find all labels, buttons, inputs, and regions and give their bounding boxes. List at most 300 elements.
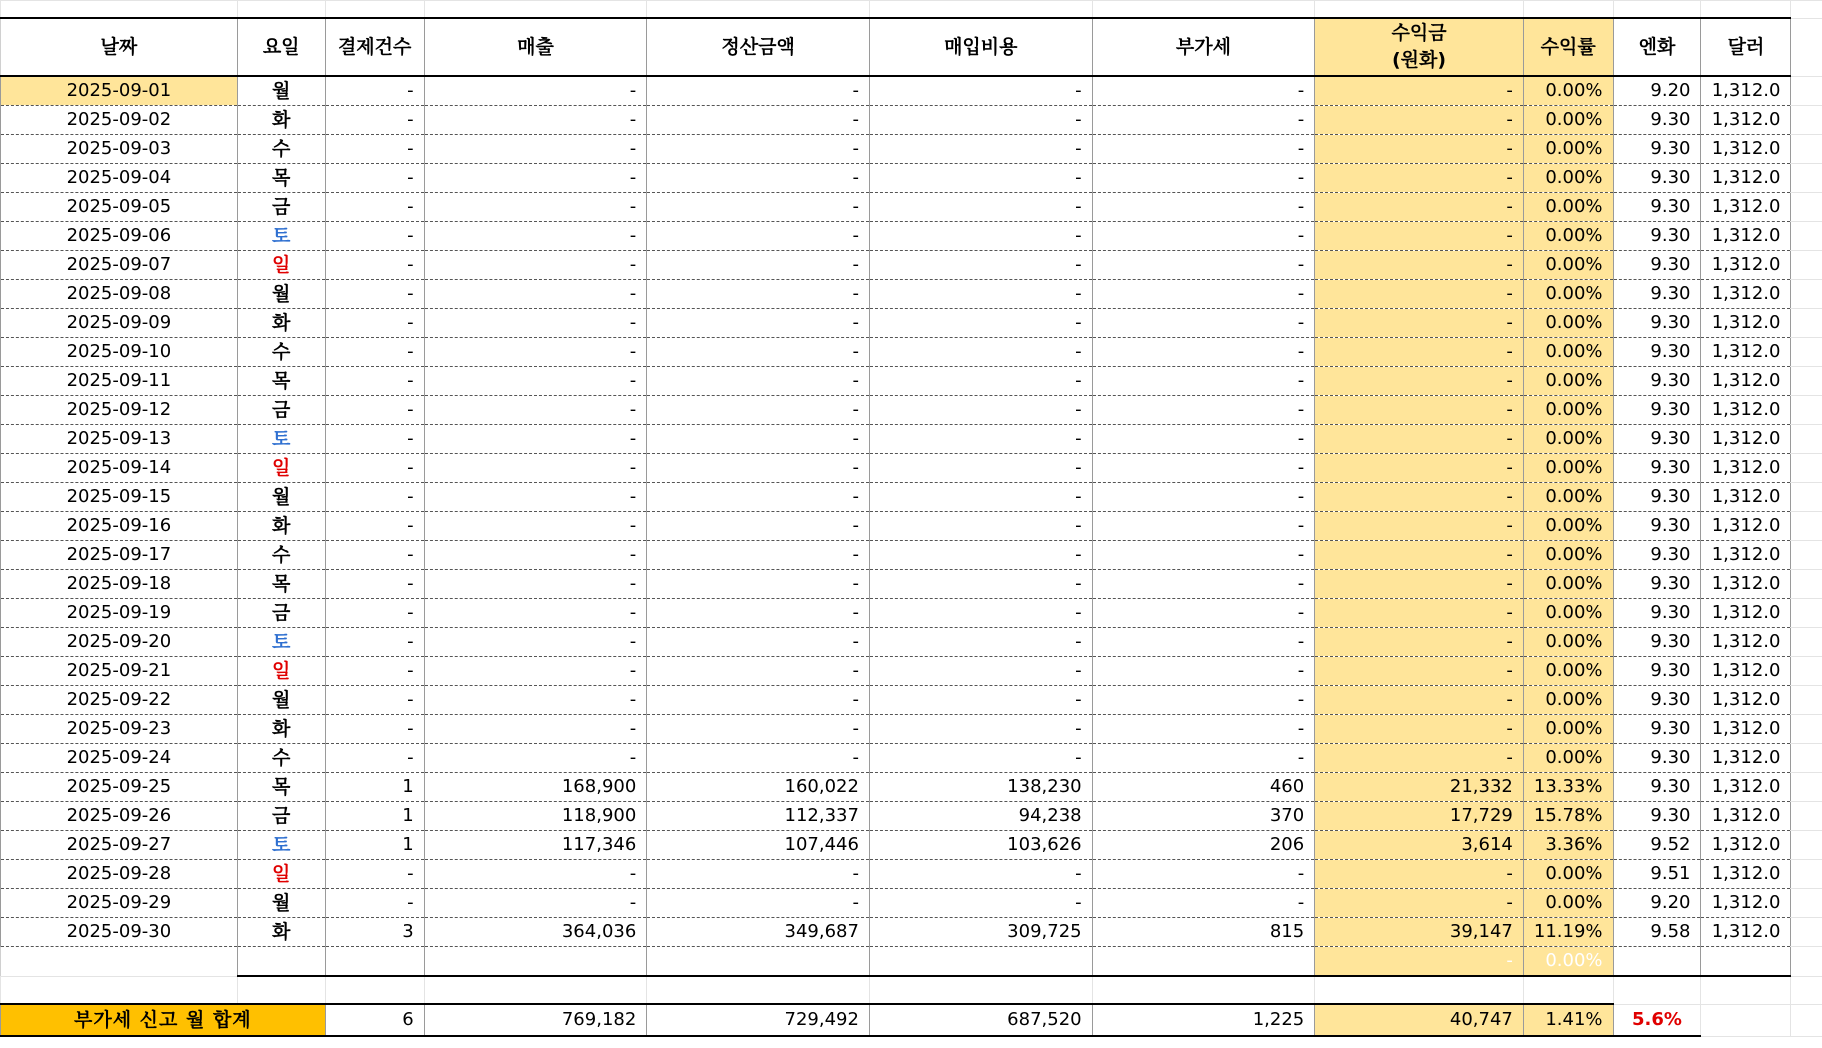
vat-cell[interactable]: -: [1092, 396, 1315, 425]
count-cell[interactable]: -: [325, 396, 424, 425]
cell[interactable]: [1791, 628, 1822, 657]
cell[interactable]: [1791, 135, 1822, 164]
dollar-cell[interactable]: 1,312.0: [1701, 773, 1791, 802]
date-cell[interactable]: 2025-09-07: [1, 251, 238, 280]
yen-cell[interactable]: 9.30: [1613, 106, 1701, 135]
cell[interactable]: [647, 976, 870, 1004]
date-cell[interactable]: 2025-09-28: [1, 860, 238, 889]
settle-cell[interactable]: -: [647, 454, 870, 483]
count-cell[interactable]: -: [325, 164, 424, 193]
rate-cell[interactable]: 0.00%: [1523, 628, 1613, 657]
cell[interactable]: [1791, 831, 1822, 860]
sales-cell[interactable]: 118,900: [424, 802, 647, 831]
rate-cell[interactable]: 0.00%: [1523, 889, 1613, 918]
settle-cell[interactable]: -: [647, 512, 870, 541]
vat-cell[interactable]: -: [1092, 222, 1315, 251]
date-cell[interactable]: 2025-09-14: [1, 454, 238, 483]
yen-cell[interactable]: 9.52: [1613, 831, 1701, 860]
vat-cell[interactable]: -: [1092, 744, 1315, 773]
cost-cell[interactable]: -: [869, 657, 1092, 686]
total-count[interactable]: 6: [325, 1004, 424, 1036]
cell[interactable]: [237, 976, 325, 1004]
dollar-cell[interactable]: 1,312.0: [1701, 889, 1791, 918]
day-cell[interactable]: 토: [237, 425, 325, 454]
vat-cell[interactable]: -: [1092, 541, 1315, 570]
sales-cell[interactable]: -: [424, 541, 647, 570]
profit-cell[interactable]: -: [1315, 280, 1524, 309]
count-cell[interactable]: -: [325, 860, 424, 889]
count-cell[interactable]: -: [325, 76, 424, 106]
cost-cell[interactable]: -: [869, 309, 1092, 338]
cell[interactable]: [1791, 512, 1822, 541]
cell[interactable]: [424, 947, 647, 977]
cost-cell[interactable]: -: [869, 541, 1092, 570]
yen-cell[interactable]: 9.30: [1613, 744, 1701, 773]
count-cell[interactable]: -: [325, 715, 424, 744]
cell[interactable]: [1791, 918, 1822, 947]
cost-cell[interactable]: -: [869, 135, 1092, 164]
sales-cell[interactable]: -: [424, 396, 647, 425]
rate-cell[interactable]: 0.00%: [1523, 396, 1613, 425]
cell[interactable]: [1791, 889, 1822, 918]
cell[interactable]: [869, 1, 1092, 19]
cost-cell[interactable]: -: [869, 512, 1092, 541]
rate-cell[interactable]: 0.00%: [1523, 715, 1613, 744]
dollar-cell[interactable]: 1,312.0: [1701, 76, 1791, 106]
day-cell[interactable]: 화: [237, 512, 325, 541]
settle-cell[interactable]: -: [647, 860, 870, 889]
settle-cell[interactable]: -: [647, 599, 870, 628]
dollar-cell[interactable]: 1,312.0: [1701, 686, 1791, 715]
profit-cell[interactable]: -: [1315, 76, 1524, 106]
rate-cell[interactable]: 11.19%: [1523, 918, 1613, 947]
vat-cell[interactable]: -: [1092, 164, 1315, 193]
rate-cell[interactable]: 0.00%: [1523, 744, 1613, 773]
settle-cell[interactable]: -: [647, 251, 870, 280]
rate-cell[interactable]: 0.00%: [1523, 483, 1613, 512]
total-settle[interactable]: 729,492: [647, 1004, 870, 1036]
cell[interactable]: [1701, 1004, 1791, 1036]
sales-cell[interactable]: -: [424, 251, 647, 280]
vat-cell[interactable]: 460: [1092, 773, 1315, 802]
cell[interactable]: [325, 976, 424, 1004]
rate-cell[interactable]: 0.00%: [1523, 193, 1613, 222]
day-cell[interactable]: 목: [237, 773, 325, 802]
cost-cell[interactable]: -: [869, 686, 1092, 715]
cost-cell[interactable]: -: [869, 454, 1092, 483]
sales-cell[interactable]: -: [424, 164, 647, 193]
settle-cell[interactable]: -: [647, 686, 870, 715]
yen-cell[interactable]: 9.30: [1613, 599, 1701, 628]
count-cell[interactable]: 3: [325, 918, 424, 947]
cell[interactable]: [1791, 106, 1822, 135]
cost-cell[interactable]: -: [869, 338, 1092, 367]
cell[interactable]: [647, 947, 870, 977]
header-date[interactable]: 날짜: [1, 18, 238, 76]
day-cell[interactable]: 일: [237, 454, 325, 483]
yen-cell[interactable]: 9.30: [1613, 425, 1701, 454]
sales-cell[interactable]: -: [424, 280, 647, 309]
yen-cell[interactable]: 9.30: [1613, 222, 1701, 251]
dollar-cell[interactable]: 1,312.0: [1701, 570, 1791, 599]
rate-cell[interactable]: 0.00%: [1523, 135, 1613, 164]
yen-cell[interactable]: 9.30: [1613, 367, 1701, 396]
sales-cell[interactable]: -: [424, 106, 647, 135]
yen-cell[interactable]: 9.51: [1613, 860, 1701, 889]
day-cell[interactable]: 수: [237, 338, 325, 367]
dollar-cell[interactable]: 1,312.0: [1701, 860, 1791, 889]
cell[interactable]: [647, 1, 870, 19]
date-cell[interactable]: 2025-09-24: [1, 744, 238, 773]
cell[interactable]: [1791, 164, 1822, 193]
settle-cell[interactable]: -: [647, 309, 870, 338]
profit-cell[interactable]: -: [1315, 425, 1524, 454]
cell[interactable]: [1613, 947, 1701, 977]
day-cell[interactable]: 토: [237, 628, 325, 657]
cell[interactable]: [1791, 76, 1822, 106]
header-yen[interactable]: 엔화: [1613, 18, 1701, 76]
profit-cell[interactable]: -: [1315, 135, 1524, 164]
dollar-cell[interactable]: 1,312.0: [1701, 193, 1791, 222]
sales-cell[interactable]: -: [424, 483, 647, 512]
profit-cell[interactable]: -: [1315, 860, 1524, 889]
cell[interactable]: [1, 1, 238, 19]
cell[interactable]: [1523, 1, 1613, 19]
cell[interactable]: [1, 947, 238, 977]
date-cell[interactable]: 2025-09-23: [1, 715, 238, 744]
vat-cell[interactable]: -: [1092, 686, 1315, 715]
rate-cell[interactable]: 3.36%: [1523, 831, 1613, 860]
cost-cell[interactable]: -: [869, 715, 1092, 744]
cell[interactable]: [1791, 396, 1822, 425]
dollar-cell[interactable]: 1,312.0: [1701, 918, 1791, 947]
settle-cell[interactable]: -: [647, 222, 870, 251]
cost-cell[interactable]: 103,626: [869, 831, 1092, 860]
sales-cell[interactable]: -: [424, 367, 647, 396]
vat-cell[interactable]: -: [1092, 338, 1315, 367]
rate-cell[interactable]: 0.00%: [1523, 599, 1613, 628]
cell[interactable]: [1701, 1, 1791, 19]
yen-cell[interactable]: 9.30: [1613, 512, 1701, 541]
header-dollar[interactable]: 달러: [1701, 18, 1791, 76]
sales-cell[interactable]: -: [424, 76, 647, 106]
dollar-cell[interactable]: 1,312.0: [1701, 512, 1791, 541]
count-cell[interactable]: -: [325, 512, 424, 541]
settle-cell[interactable]: 160,022: [647, 773, 870, 802]
vat-cell[interactable]: -: [1092, 599, 1315, 628]
rate-cell[interactable]: 15.78%: [1523, 802, 1613, 831]
rate-cell[interactable]: 0.00%: [1523, 570, 1613, 599]
cell[interactable]: [237, 1, 325, 19]
vat-cell[interactable]: -: [1092, 889, 1315, 918]
date-cell[interactable]: 2025-09-01: [1, 76, 238, 106]
cell[interactable]: [1701, 976, 1791, 1004]
cell[interactable]: [1791, 280, 1822, 309]
header-rate[interactable]: 수익률: [1523, 18, 1613, 76]
cell[interactable]: [1701, 947, 1791, 977]
yen-cell[interactable]: 9.30: [1613, 483, 1701, 512]
cost-cell[interactable]: -: [869, 106, 1092, 135]
rate-cell[interactable]: 0.00%: [1523, 686, 1613, 715]
cell[interactable]: [237, 947, 325, 977]
cell[interactable]: [1791, 570, 1822, 599]
total-extra-rate[interactable]: 5.6%: [1613, 1004, 1701, 1036]
cost-cell[interactable]: -: [869, 860, 1092, 889]
rate-cell[interactable]: 0.00%: [1523, 251, 1613, 280]
day-cell[interactable]: 화: [237, 918, 325, 947]
date-cell[interactable]: 2025-09-02: [1, 106, 238, 135]
dollar-cell[interactable]: 1,312.0: [1701, 483, 1791, 512]
profit-cell[interactable]: 21,332: [1315, 773, 1524, 802]
settle-cell[interactable]: -: [647, 135, 870, 164]
count-cell[interactable]: 1: [325, 831, 424, 860]
cell[interactable]: [1791, 976, 1822, 1004]
day-cell[interactable]: 금: [237, 802, 325, 831]
day-cell[interactable]: 금: [237, 193, 325, 222]
profit-cell[interactable]: -: [1315, 193, 1524, 222]
settle-cell[interactable]: -: [647, 715, 870, 744]
vat-cell[interactable]: -: [1092, 135, 1315, 164]
count-cell[interactable]: -: [325, 280, 424, 309]
cell[interactable]: [869, 976, 1092, 1004]
rate-cell[interactable]: 13.33%: [1523, 773, 1613, 802]
rate-cell[interactable]: 0.00%: [1523, 860, 1613, 889]
date-cell[interactable]: 2025-09-05: [1, 193, 238, 222]
date-cell[interactable]: 2025-09-19: [1, 599, 238, 628]
sales-cell[interactable]: -: [424, 570, 647, 599]
vat-cell[interactable]: -: [1092, 454, 1315, 483]
cell[interactable]: [424, 976, 647, 1004]
profit-cell[interactable]: -: [1315, 222, 1524, 251]
count-cell[interactable]: -: [325, 135, 424, 164]
cell[interactable]: [1092, 976, 1315, 1004]
dollar-cell[interactable]: 1,312.0: [1701, 280, 1791, 309]
date-cell[interactable]: 2025-09-27: [1, 831, 238, 860]
profit-cell[interactable]: -: [1315, 454, 1524, 483]
cell[interactable]: [1791, 483, 1822, 512]
dollar-cell[interactable]: 1,312.0: [1701, 367, 1791, 396]
count-cell[interactable]: -: [325, 541, 424, 570]
cell[interactable]: [424, 1, 647, 19]
cost-cell[interactable]: -: [869, 280, 1092, 309]
day-cell[interactable]: 월: [237, 483, 325, 512]
cost-cell[interactable]: -: [869, 222, 1092, 251]
date-cell[interactable]: 2025-09-18: [1, 570, 238, 599]
profit-cell[interactable]: 39,147: [1315, 918, 1524, 947]
settle-cell[interactable]: -: [647, 425, 870, 454]
dollar-cell[interactable]: 1,312.0: [1701, 164, 1791, 193]
header-cost[interactable]: 매입비용: [869, 18, 1092, 76]
total-rate[interactable]: 1.41%: [1523, 1004, 1613, 1036]
day-cell[interactable]: 월: [237, 76, 325, 106]
cost-cell[interactable]: -: [869, 193, 1092, 222]
count-cell[interactable]: -: [325, 425, 424, 454]
date-cell[interactable]: 2025-09-10: [1, 338, 238, 367]
profit-cell[interactable]: -: [1315, 251, 1524, 280]
day-cell[interactable]: 토: [237, 222, 325, 251]
rate-cell[interactable]: 0.00%: [1523, 338, 1613, 367]
sales-cell[interactable]: -: [424, 193, 647, 222]
day-cell[interactable]: 수: [237, 744, 325, 773]
sales-cell[interactable]: 117,346: [424, 831, 647, 860]
date-cell[interactable]: 2025-09-09: [1, 309, 238, 338]
total-profit[interactable]: 40,747: [1315, 1004, 1524, 1036]
rate-cell[interactable]: 0.00%: [1523, 164, 1613, 193]
count-cell[interactable]: -: [325, 367, 424, 396]
cost-cell[interactable]: -: [869, 889, 1092, 918]
day-cell[interactable]: 금: [237, 599, 325, 628]
count-cell[interactable]: 1: [325, 773, 424, 802]
dollar-cell[interactable]: 1,312.0: [1701, 222, 1791, 251]
yen-cell[interactable]: 9.30: [1613, 657, 1701, 686]
cell[interactable]: [1791, 454, 1822, 483]
cell[interactable]: [1613, 1, 1701, 19]
cost-cell[interactable]: -: [869, 367, 1092, 396]
vat-cell[interactable]: -: [1092, 657, 1315, 686]
cell[interactable]: [1791, 18, 1822, 76]
vat-cell[interactable]: 206: [1092, 831, 1315, 860]
dollar-cell[interactable]: 1,312.0: [1701, 541, 1791, 570]
cell[interactable]: [1791, 802, 1822, 831]
date-cell[interactable]: 2025-09-22: [1, 686, 238, 715]
profit-cell[interactable]: -: [1315, 628, 1524, 657]
sales-cell[interactable]: -: [424, 425, 647, 454]
date-cell[interactable]: 2025-09-30: [1, 918, 238, 947]
yen-cell[interactable]: 9.30: [1613, 280, 1701, 309]
settle-cell[interactable]: -: [647, 106, 870, 135]
sales-cell[interactable]: -: [424, 889, 647, 918]
cell[interactable]: [869, 947, 1092, 977]
cell[interactable]: [1791, 1004, 1822, 1036]
settle-cell[interactable]: -: [647, 744, 870, 773]
yen-cell[interactable]: 9.30: [1613, 309, 1701, 338]
dollar-cell[interactable]: 1,312.0: [1701, 657, 1791, 686]
cost-cell[interactable]: -: [869, 396, 1092, 425]
settle-cell[interactable]: -: [647, 483, 870, 512]
settle-cell[interactable]: -: [647, 541, 870, 570]
profit-cell[interactable]: -: [1315, 367, 1524, 396]
settle-cell[interactable]: -: [647, 396, 870, 425]
sales-cell[interactable]: -: [424, 599, 647, 628]
rate-cell[interactable]: 0.00%: [1523, 106, 1613, 135]
dollar-cell[interactable]: 1,312.0: [1701, 396, 1791, 425]
rate-cell[interactable]: 0.00%: [1523, 76, 1613, 106]
vat-cell[interactable]: -: [1092, 280, 1315, 309]
day-cell[interactable]: 월: [237, 889, 325, 918]
yen-cell[interactable]: 9.30: [1613, 570, 1701, 599]
dollar-cell[interactable]: 1,312.0: [1701, 744, 1791, 773]
profit-cell[interactable]: -: [1315, 106, 1524, 135]
count-cell[interactable]: -: [325, 193, 424, 222]
rate-cell[interactable]: 0.00%: [1523, 541, 1613, 570]
dollar-cell[interactable]: 1,312.0: [1701, 454, 1791, 483]
cell[interactable]: [1791, 686, 1822, 715]
rate-cell[interactable]: 0.00%: [1523, 425, 1613, 454]
settle-cell[interactable]: -: [647, 570, 870, 599]
sales-cell[interactable]: -: [424, 222, 647, 251]
day-cell[interactable]: 금: [237, 396, 325, 425]
vat-cell[interactable]: -: [1092, 309, 1315, 338]
day-cell[interactable]: 토: [237, 831, 325, 860]
header-day[interactable]: 요일: [237, 18, 325, 76]
sales-cell[interactable]: -: [424, 628, 647, 657]
cell[interactable]: [1791, 367, 1822, 396]
cell[interactable]: [1791, 251, 1822, 280]
count-cell[interactable]: -: [325, 744, 424, 773]
cell[interactable]: [1791, 744, 1822, 773]
yen-cell[interactable]: 9.30: [1613, 193, 1701, 222]
profit-cell[interactable]: 17,729: [1315, 802, 1524, 831]
rate-cell[interactable]: 0.00%: [1523, 947, 1613, 977]
settle-cell[interactable]: 349,687: [647, 918, 870, 947]
cost-cell[interactable]: -: [869, 628, 1092, 657]
profit-cell[interactable]: -: [1315, 570, 1524, 599]
header-count[interactable]: 결제건수: [325, 18, 424, 76]
profit-cell[interactable]: -: [1315, 657, 1524, 686]
profit-cell[interactable]: -: [1315, 396, 1524, 425]
yen-cell[interactable]: 9.30: [1613, 454, 1701, 483]
vat-cell[interactable]: -: [1092, 193, 1315, 222]
dollar-cell[interactable]: 1,312.0: [1701, 106, 1791, 135]
date-cell[interactable]: 2025-09-16: [1, 512, 238, 541]
settle-cell[interactable]: -: [647, 657, 870, 686]
sales-cell[interactable]: -: [424, 309, 647, 338]
cell[interactable]: [1315, 976, 1524, 1004]
sales-cell[interactable]: -: [424, 454, 647, 483]
sales-cell[interactable]: -: [424, 512, 647, 541]
count-cell[interactable]: -: [325, 309, 424, 338]
dollar-cell[interactable]: 1,312.0: [1701, 338, 1791, 367]
vat-cell[interactable]: -: [1092, 106, 1315, 135]
cell[interactable]: [1, 976, 238, 1004]
settle-cell[interactable]: -: [647, 367, 870, 396]
date-cell[interactable]: 2025-09-25: [1, 773, 238, 802]
day-cell[interactable]: 화: [237, 106, 325, 135]
settle-cell[interactable]: -: [647, 889, 870, 918]
cell[interactable]: [1791, 1, 1822, 19]
day-cell[interactable]: 일: [237, 860, 325, 889]
count-cell[interactable]: -: [325, 657, 424, 686]
profit-cell[interactable]: -: [1315, 744, 1524, 773]
settle-cell[interactable]: -: [647, 193, 870, 222]
vat-cell[interactable]: 815: [1092, 918, 1315, 947]
yen-cell[interactable]: 9.30: [1613, 715, 1701, 744]
date-cell[interactable]: 2025-09-15: [1, 483, 238, 512]
rate-cell[interactable]: 0.00%: [1523, 367, 1613, 396]
header-profit[interactable]: [1315, 18, 1524, 76]
profit-cell[interactable]: -: [1315, 541, 1524, 570]
rate-cell[interactable]: 0.00%: [1523, 454, 1613, 483]
cost-cell[interactable]: 309,725: [869, 918, 1092, 947]
yen-cell[interactable]: 9.30: [1613, 773, 1701, 802]
cell[interactable]: [1791, 541, 1822, 570]
count-cell[interactable]: -: [325, 628, 424, 657]
profit-cell[interactable]: -: [1315, 715, 1524, 744]
cell[interactable]: [325, 947, 424, 977]
cell[interactable]: [1791, 657, 1822, 686]
dollar-cell[interactable]: 1,312.0: [1701, 135, 1791, 164]
rate-cell[interactable]: 0.00%: [1523, 512, 1613, 541]
dollar-cell[interactable]: 1,312.0: [1701, 831, 1791, 860]
day-cell[interactable]: 화: [237, 309, 325, 338]
cell[interactable]: [1791, 947, 1822, 977]
cost-cell[interactable]: 138,230: [869, 773, 1092, 802]
dollar-cell[interactable]: 1,312.0: [1701, 628, 1791, 657]
header-vat[interactable]: 부가세: [1092, 18, 1315, 76]
sales-cell[interactable]: -: [424, 686, 647, 715]
profit-cell[interactable]: -: [1315, 483, 1524, 512]
sales-cell[interactable]: -: [424, 744, 647, 773]
